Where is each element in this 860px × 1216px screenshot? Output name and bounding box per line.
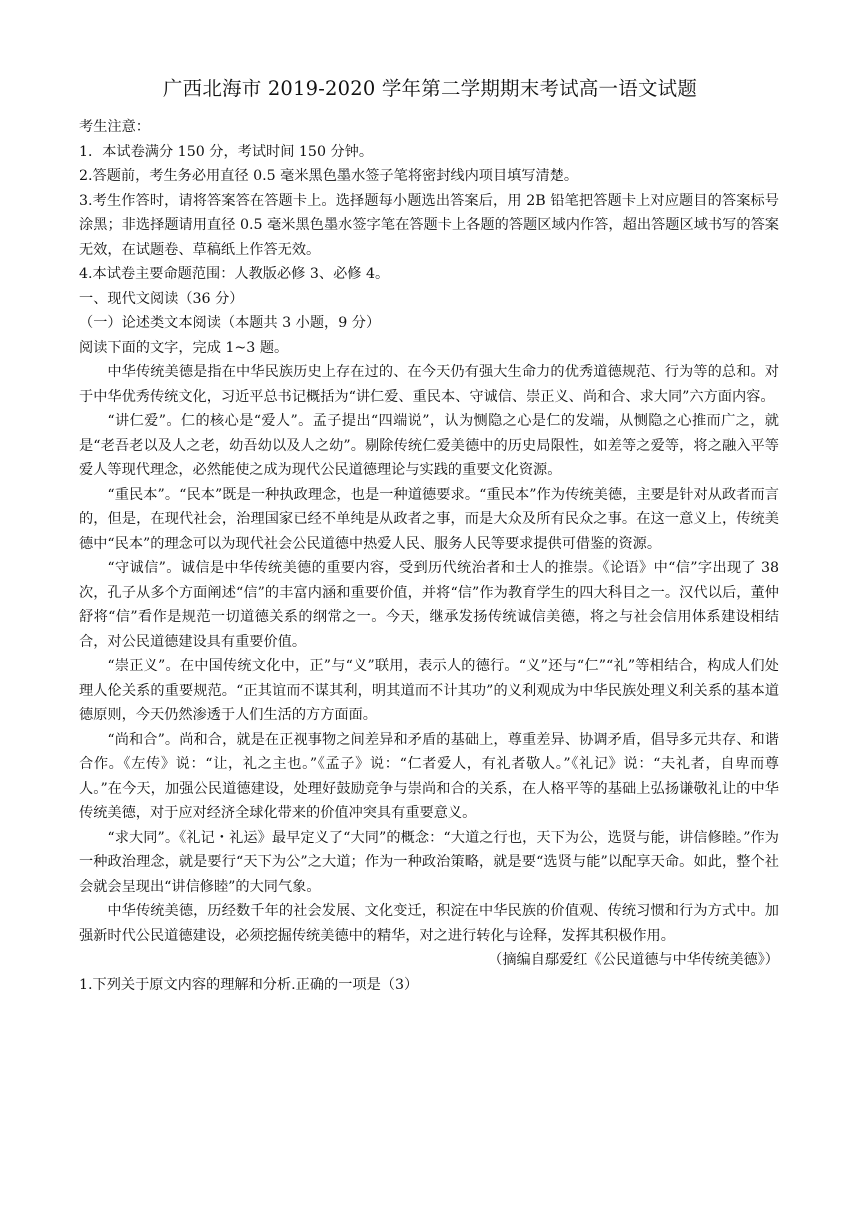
passage-paragraph: “求大同”。《礼记・礼运》最早定义了“大同”的概念：“大道之行也，天下为公，选贤与能，讲信修睦。”作为一种政治理念，就是要行“天下为公”之大道；作为一种政治策略，就是要“选贤与能”以配享天命。如此，整个社会就会呈现出“讲信修睦”的大同气象。 [79, 829, 779, 895]
passage-paragraph: “崇正义”。在中国传统文化中，正”与“义”联用，表示人的德行。“义”还与“仁”“礼”等相结合，构成人们处理人伦关系的重要规范。“正其谊而不谋其利，明其道而不计其功”的义利观成为中华民族处理义利关系的基本道德原则，今天仍然渗透于人们生活的方方面面。 [79, 658, 779, 723]
exam-title: 广西北海市 2019-2020 学年第二学期期末考试高一语文试题 [162, 77, 698, 100]
passage-source: （摘编自鄢爱红《公民道德与中华传统美德》） [488, 952, 779, 968]
question-1: 1.下列关于原文内容的理解和分析.正确的一项是（3） [79, 976, 419, 993]
notice-item: 3.考生作答时，请将答案答在答题卡上。选择题每小题选出答案后，用 2B 铅笔把答题卡上对应题目的答案标号涂黑；非选择题请用直径 0.5 毫米黑色墨水签字笔在答题卡上各题的答题区域内作答，超出答题区域书写的答案无效，在试题卷、草稿纸上作答无效。 [79, 192, 779, 258]
notice-heading: 考生注意： [79, 119, 150, 135]
passage-paragraph: “尚和合”。尚和合，就是在正视事物之间差异和矛盾的基础上，尊重差异、协调矛盾，倡导多元共存、和谐合作。《左传》说：“让，礼之主也。”《孟子》说：“仁者爱人，有礼者敬人。”《礼记》说：“夫礼者，自卑而尊人。”在今天，加强公民道德建设，处理好鼓励竞争与崇尚和合的关系，在人格平等的基础上弘扬谦敬礼让的中华传统美德，对于应对经济全球化带来的价值冲突具有重要意义。 [79, 731, 779, 821]
passage-paragraph: 中华传统美德是指在中华民族历史上存在过的、在今天仍有强大生命力的优秀道德规范、行为等的总和。对于中华优秀传统文化，习近平总书记概括为“讲仁爱、重民本、守诚信、崇正义、尚和合、求大同”六方面内容。 [79, 364, 779, 405]
notice-item: 4.本试卷主要命题范围：人教版必修 3、必修 4。 [79, 266, 390, 282]
passage-paragraph: “守诚信”。诚信是中华传统美德的重要内容，受到历代统治者和士人的推崇。《论语》中“信”字出现了 38 次，孔子从多个方面阐述“信”的丰富内涵和重要价值，并将“信”作为教育学生的四大科目之一。汉代以后，董仲舒将“信”看作是规范一切道德关系的纲常之一。今天，继承发扬传统诚信美德，将之与社会信用体系建设相结合，对公民道德建设具有重要价值。 [79, 560, 779, 650]
exam-content [79, 115, 779, 997]
reading-instruction: 阅读下面的文字，完成 1~3 题。 [79, 339, 289, 356]
notice-item: 1．本试卷满分 150 分，考试时间 150 分钟。 [79, 143, 374, 160]
passage-paragraph: “重民本”。“民本”既是一种执政理念，也是一种道德要求。“重民本”作为传统美德，主要是针对从政者而言的，但是，在现代社会，治理国家已经不单纯是从政者之事，而是大众及所有民众之事。在这一意义上，传统美德中“民本”的理念可以为现代社会公民道德中热爱人民、服务人民等要求提供可借鉴的资源。 [79, 486, 779, 552]
passage-paragraph: 中华传统美德，历经数千年的社会发展、文化变迁，积淀在中华民族的价值观、传统习惯和行为方式中。加强新时代公民道德建设，必须挖掘传统美德中的精华，对之进行转化与诠释，发挥其积极作用。 [79, 903, 779, 944]
notice-item: 2.答题前，考生务必用直径 0.5 毫米黑色墨水签子笔将密封线内项目填写清楚。 [79, 168, 579, 184]
section-heading: 一、现代文阅读（36 分） [79, 290, 244, 307]
passage-paragraph: “讲仁爱”。仁的核心是“爱人”。孟子提出“四端说”，认为恻隐之心是仁的发端，从恻隐之心推而广之，就是“老吾老以及人之老，幼吾幼以及人之幼”。剔除传统仁爱美德中的历史局限性，如差等之爱等，将之融入平等爱人等现代理念，必然能使之成为现代公民道德理论与实践的重要文化资源。 [79, 413, 779, 478]
section-subheading: （一）论述类文本阅读（本题共 3 小题，9 分） [79, 315, 381, 331]
